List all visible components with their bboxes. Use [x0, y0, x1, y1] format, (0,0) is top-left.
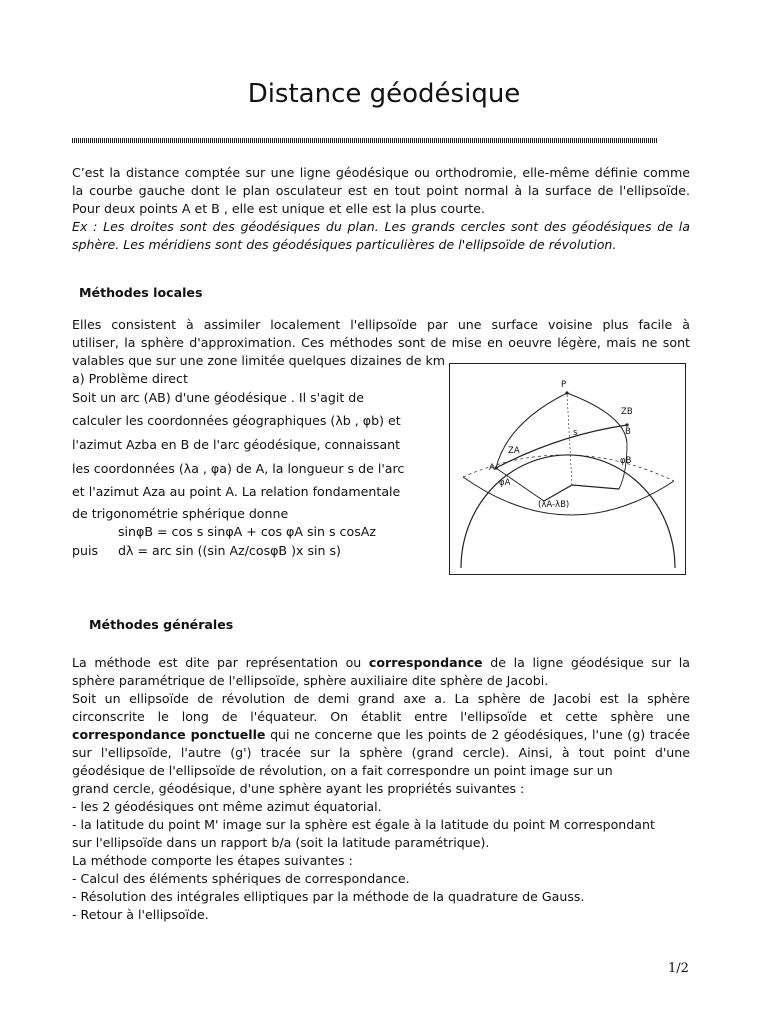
general-line: sur l'ellipsoïde, l'autre (g') tracée sur la sphère (grand cercle). Ainsi, à tout point d'une	[72, 745, 690, 760]
general-methods-heading: Méthodes générales	[89, 617, 234, 632]
general-line: géodésique de l'ellipsoïde de révolution, on a fait correspondre un point image sur un	[72, 763, 613, 778]
figure-label-s: s	[573, 428, 578, 438]
general-line: - Calcul des éléments sphériques de correspondance.	[72, 871, 410, 886]
direct-problem-heading: a) Problème direct	[72, 371, 188, 386]
general-text: La méthode est dite par représentation ou	[72, 655, 362, 670]
general-line: Soit un ellipsoïde de révolution de demi grand axe a. La sphère de Jacobi est la sphère	[72, 691, 690, 706]
local-methods-heading: Méthodes locales	[79, 285, 203, 300]
figure-frame	[450, 364, 686, 575]
general-line: - les 2 géodésiques ont même azimut équatorial.	[72, 799, 382, 814]
general-line: sur l'ellipsoïde dans un rapport b/a (soit la latitude paramétrique).	[72, 835, 490, 850]
direct-line: de trigonométrie sphérique donne	[72, 506, 289, 521]
figure-label-phi-b: φB	[620, 456, 632, 466]
local-line: valables que sur une zone limitée quelques dizaines de km	[72, 353, 446, 368]
keyword-correspondance: correspondance	[368, 655, 483, 670]
intro-line: la courbe gauche dont le plan osculateur est en tout point normal à la surface de l'ellipsoïde.	[72, 183, 690, 198]
general-line: - Résolution des intégrales elliptiques par la méthode de la quadrature de Gauss.	[72, 889, 585, 904]
figure-label-p: P	[561, 380, 567, 390]
meridian-b-lower	[619, 443, 627, 489]
general-line: sphère paramétrique de l'ellipsoïde, sphère auxiliaire dite sphère de Jacobi.	[72, 673, 549, 688]
pole-point	[565, 391, 568, 394]
intro-line: C’est la distance comptée sur une ligne géodésique ou orthodromie, elle-même définie comme	[72, 165, 690, 180]
equator-arc-delta-lambda	[544, 485, 619, 501]
title-underline	[72, 138, 658, 143]
general-line: circonscrite le long de l'équateur. On établit entre l'ellipsoïde et cette sphère une	[72, 709, 690, 724]
figure-label-b: B	[625, 427, 631, 437]
figure-label-delta-lambda: (λA-λB)	[538, 500, 570, 510]
spherical-triangle-figure	[449, 363, 686, 575]
local-line: Elles consistent à assimiler localement l'ellipsoïde par une surface voisine plus facile à	[72, 317, 690, 332]
general-line-with-keyword	[72, 654, 690, 672]
polar-axis	[567, 393, 572, 485]
figure-label-a: A	[489, 463, 495, 473]
figure-label-phi-a: φA	[499, 478, 511, 488]
general-text: de la ligne géodésique sur la	[490, 655, 690, 670]
keyword-correspondance-ponctuelle: correspondance ponctuelle	[72, 727, 266, 742]
general-line: - Retour à l'ellipsoïde.	[72, 907, 209, 922]
direct-line: Soit un arc (AB) d'une géodésique . Il s'agit de	[72, 390, 365, 405]
local-line: utiliser, la sphère d'approximation. Ces méthodes sont de mise en oeuvre légère, mais ne sont	[72, 335, 690, 350]
direct-line: l'azimut Azba en B de l'arc géodésique, connaissant	[72, 437, 401, 452]
example-line: Ex : Les droites sont des géodésiques du plan. Les grands cercles sont des géodésiques de la	[72, 219, 690, 234]
general-line: grand cercle, géodésique, d'une sphère ayant les propriétés suivantes :	[72, 781, 525, 796]
direct-line: et l'azimut Aza au point A. La relation fondamentale	[72, 484, 401, 499]
formula-2: dλ = arc sin ((sin Az/cosφB )x sin s)	[118, 543, 341, 558]
direct-line: les coordonnées (λa , φa) de A, la longueur s de l'arc	[72, 461, 405, 476]
general-line: La méthode comporte les étapes suivantes :	[72, 853, 353, 868]
formula-1: sinφB = cos s sinφA + cos φA sin s cosAz	[118, 524, 376, 539]
general-line-with-keyword	[72, 726, 690, 744]
intro-line: Pour deux points A et B , elle est unique et elle est la plus courte.	[72, 201, 485, 216]
figure-label-zb: ZB	[621, 407, 633, 417]
direct-line: calculer les coordonnées géographiques (λb , φb) et	[72, 413, 401, 428]
general-line: - la latitude du point M' image sur la sphère est égale à la latitude du point M correspondant	[72, 817, 655, 832]
point-a	[494, 466, 497, 469]
meridian-a	[496, 393, 567, 468]
example-line: sphère. Les méridiens sont des géodésiques particulières de l'ellipsoïde de révolution.	[72, 237, 617, 252]
page-title: Distance géodésique	[247, 79, 521, 109]
page-number: 1/2	[668, 961, 689, 976]
figure-label-za: ZA	[508, 446, 520, 456]
formula-2-prefix: puis	[72, 543, 99, 558]
general-text: qui ne concerne que les points de 2 géodésiques, l'une (g) tracée	[270, 727, 690, 742]
